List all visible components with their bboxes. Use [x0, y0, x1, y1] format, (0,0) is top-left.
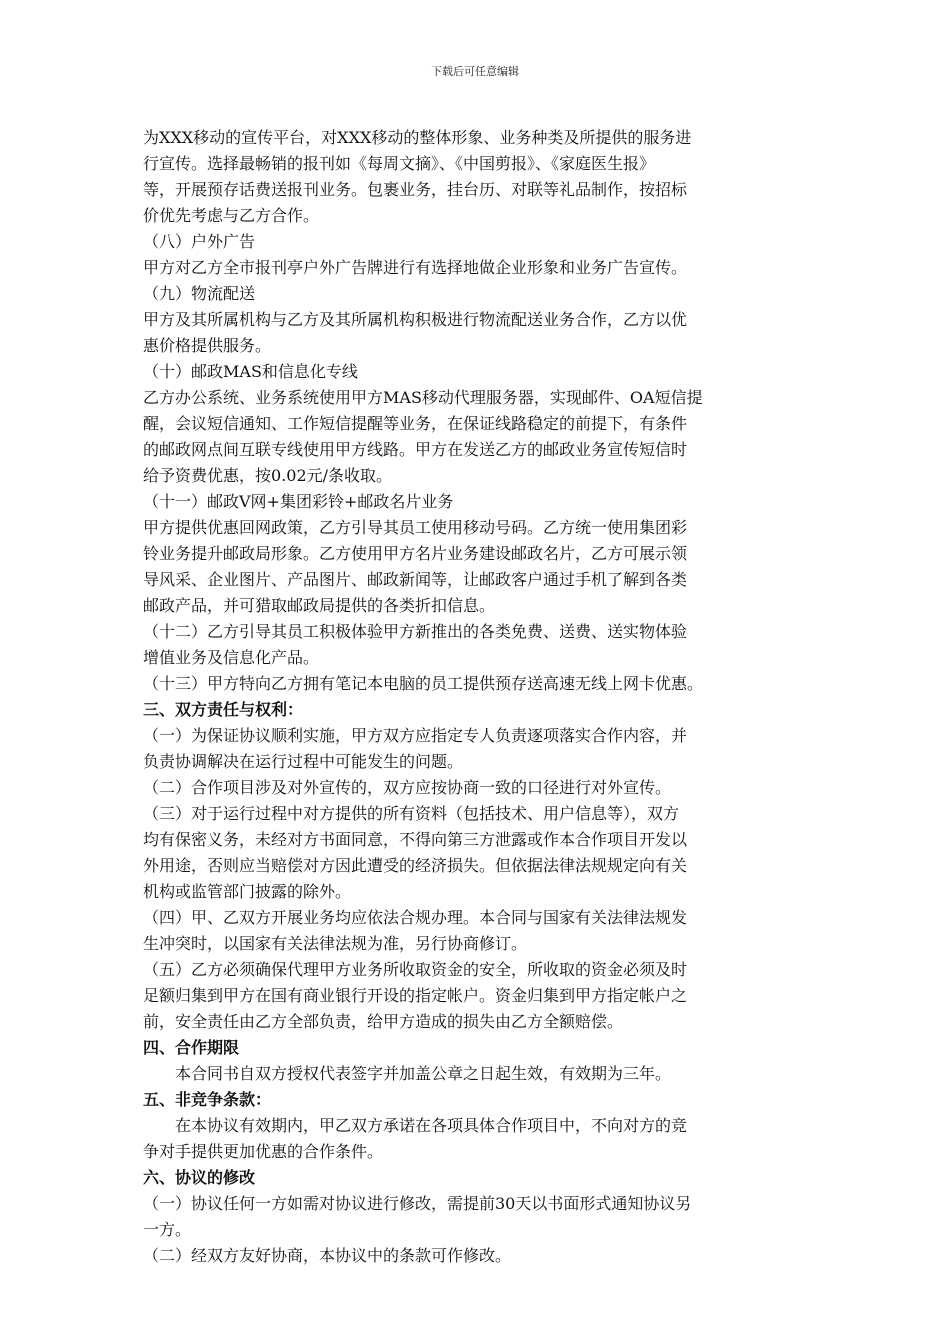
page-header: 下载后可任意编辑 [431, 65, 519, 78]
text-line: （八）户外广告 [143, 232, 256, 251]
text-line: 等，开展预存话费送报刊业务。包裹业务，挂台历、对联等礼品制作，按招标 [143, 180, 688, 199]
text-line: 机构或监管部门披露的除外。 [143, 882, 352, 901]
text-line: 增值业务及信息化产品。 [143, 648, 320, 667]
text-line: 的邮政网点间互联专线使用甲方线路。甲方在发送乙方的邮政业务宣传短信时 [143, 440, 688, 459]
text-line: （九）物流配送 [143, 284, 256, 303]
text-line: 导风采、企业图片、产品图片、邮政新闻等，让邮政客户通过手机了解到各类 [143, 570, 688, 589]
text-line: 给予资费优惠，按0.02元/条收取。 [143, 466, 393, 485]
text-line: （十三）甲方特向乙方拥有笔记本电脑的员工提供预存送高速无线上网卡优惠。 [143, 674, 704, 693]
text-line: 甲方及其所属机构与乙方及其所属机构积极进行物流配送业务合作，乙方以优 [143, 310, 688, 329]
text-line: 价优先考虑与乙方合作。 [143, 206, 320, 225]
text-line: （二）经双方友好协商，本协议中的条款可作修改。 [143, 1246, 512, 1265]
section-heading: 四、合作期限 [143, 1038, 240, 1057]
text-line: 在本协议有效期内，甲乙双方承诺在各项具体合作项目中，不向对方的竞 [175, 1116, 688, 1135]
text-line: （一）协议任何一方如需对协议进行修改，需提前30天以书面形式通知协议另 [143, 1194, 692, 1213]
section-heading: 六、协议的修改 [143, 1168, 256, 1187]
text-line: （十一）邮政V网+集团彩铃+邮政名片业务 [143, 492, 454, 511]
text-line: 铃业务提升邮政局形象。乙方使用甲方名片业务建设邮政名片，乙方可展示领 [143, 544, 688, 563]
text-line: 醒，会议短信通知、工作短信提醒等业务，在保证线路稳定的前提下，有条件 [143, 414, 688, 433]
text-line: （三）对于运行过程中对方提供的所有资料（包括技术、用户信息等），双方 [143, 804, 680, 823]
text-line: 邮政产品，并可猎取邮政局提供的各类折扣信息。 [143, 596, 496, 615]
text-line: （十）邮政MAS和信息化专线 [143, 362, 358, 381]
text-line: 行宣传。选择最畅销的报刊如《每周文摘》、《中国剪报》、《家庭医生报》 [143, 154, 656, 173]
text-line: 生冲突时，以国家有关法律法规为准，另行协商修订。 [143, 934, 528, 953]
text-line: （二）合作项目涉及对外宣传的，双方应按协商一致的口径进行对外宣传。 [143, 778, 672, 797]
text-line: 甲方对乙方全市报刊亭户外广告牌进行有选择地做企业形象和业务广告宣传。 [143, 258, 688, 277]
text-line: 本合同书自双方授权代表签字并加盖公章之日起生效，有效期为三年。 [175, 1064, 672, 1083]
document-body [143, 125, 811, 1269]
text-line: 负责协调解决在运行过程中可能发生的问题。 [143, 752, 464, 771]
text-line: 惠价格提供服务。 [143, 336, 272, 355]
text-line: 一方。 [143, 1220, 192, 1239]
text-line: （十二）乙方引导其员工积极体验甲方新推出的各类免费、送费、送实物体验 [143, 622, 688, 641]
text-line: 外用途，否则应当赔偿对方因此遭受的经济损失。但依据法律法规规定向有关 [143, 856, 688, 875]
section-heading: 五、非竞争条款： [143, 1090, 272, 1109]
text-line: 甲方提供优惠回网政策，乙方引导其员工使用移动号码。乙方统一使用集团彩 [143, 518, 688, 537]
text-line: 均有保密义务，未经对方书面同意，不得向第三方泄露或作本合作项目开发以 [143, 830, 688, 849]
text-line: 乙方办公系统、业务系统使用甲方MAS移动代理服务器，实现邮件、OA短信提 [143, 388, 703, 407]
text-line: （一）为保证协议顺利实施，甲方双方应指定专人负责逐项落实合作内容，并 [143, 726, 688, 745]
text-line: 为XXX移动的宣传平台，对XXX移动的整体形象、业务种类及所提供的服务进 [143, 128, 692, 147]
text-line: 争对手提供更加优惠的合作条件。 [143, 1142, 384, 1161]
text-line: （四）甲、乙双方开展业务均应依法合规办理。本合同与国家有关法律法规发 [143, 908, 688, 927]
text-line: （五）乙方必须确保代理甲方业务所收取资金的安全，所收取的资金必须及时 [143, 960, 688, 979]
text-line: 足额归集到甲方在国有商业银行开设的指定帐户。资金归集到甲方指定帐户之 [143, 986, 688, 1005]
section-heading: 三、双方责任与权利： [143, 700, 304, 719]
text-line: 前，安全责任由乙方全部负责，给甲方造成的损失由乙方全额赔偿。 [143, 1012, 624, 1031]
